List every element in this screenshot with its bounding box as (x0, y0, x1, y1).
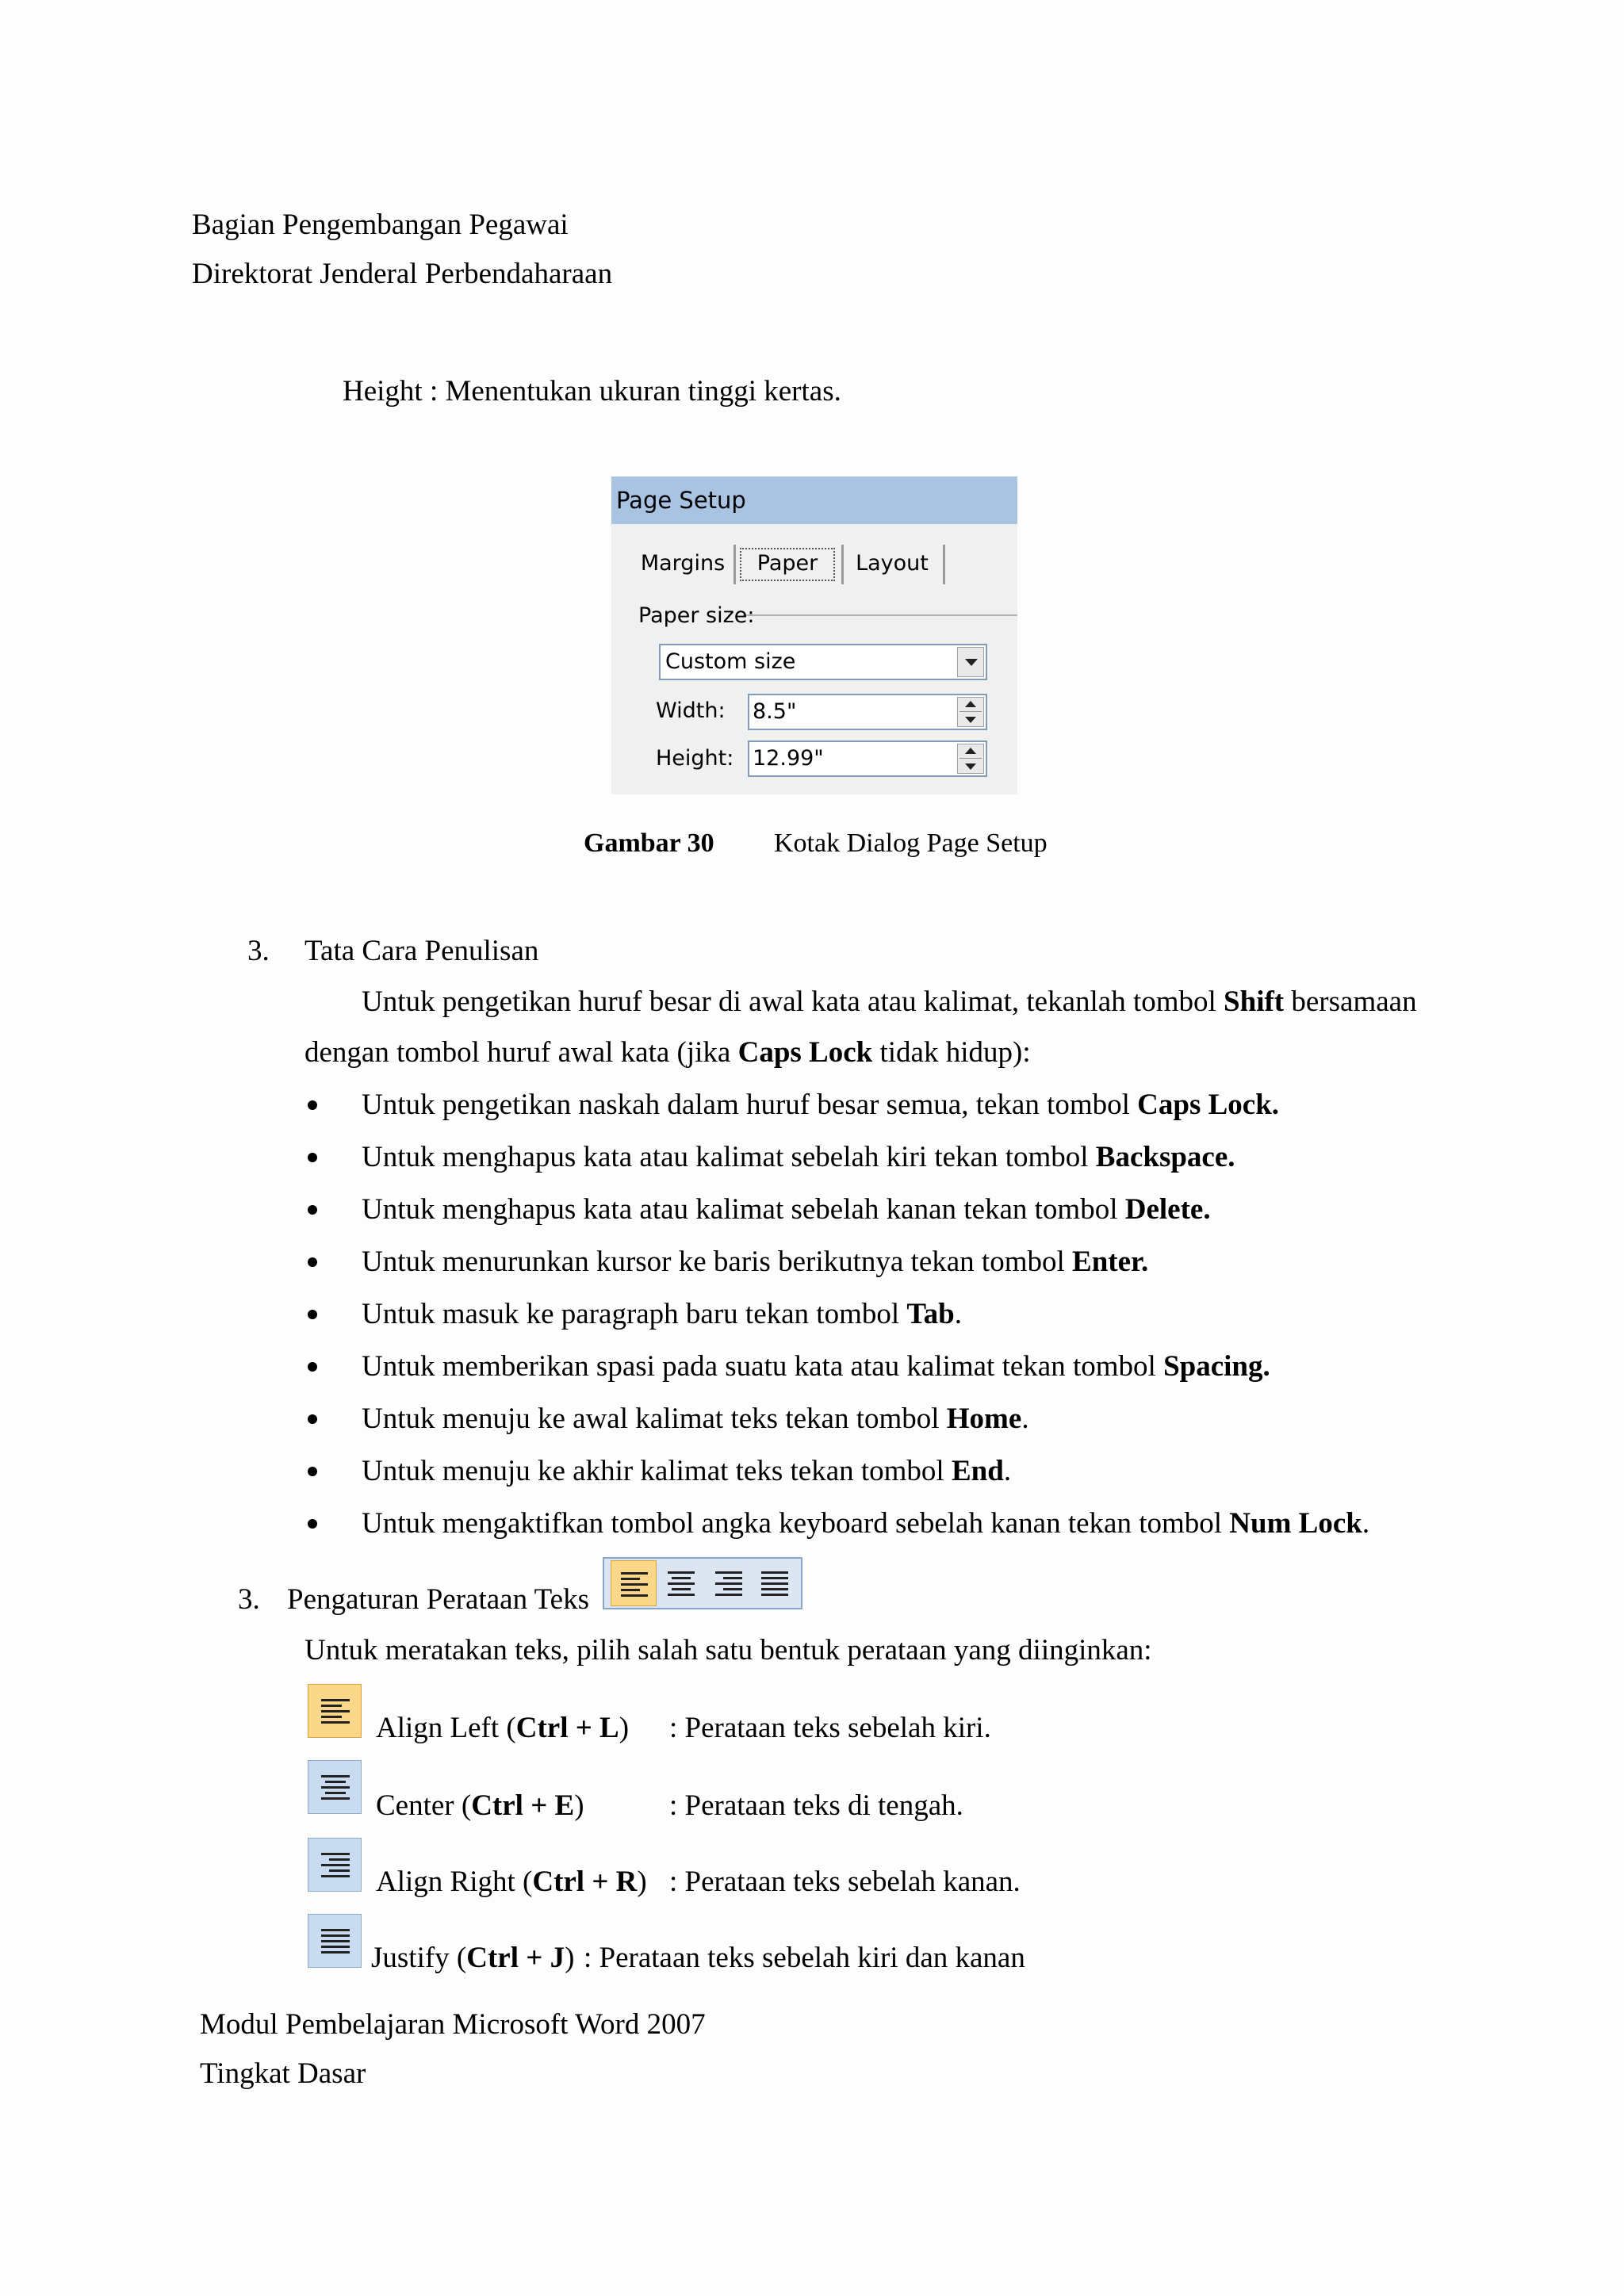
align-right-desc: : Perataan teks sebelah kanan. (669, 1866, 1021, 1898)
section-title: Pengaturan Perataan Teks (287, 1583, 589, 1616)
group-divider (743, 614, 1017, 616)
align-left-icon[interactable] (611, 1560, 657, 1606)
align-left-label: Align Left (Ctrl + L) (376, 1712, 630, 1744)
bullet-dot (308, 1362, 317, 1372)
justify-desc: : Perataan teks sebelah kiri dan kanan (584, 1942, 1025, 1974)
tab-separator (943, 545, 945, 584)
justify-label: Justify (Ctrl + J) (371, 1942, 575, 1974)
height-label: Height: (656, 746, 734, 771)
alignment-toolbar (603, 1557, 802, 1609)
align-right-label: Align Right (Ctrl + R) (376, 1866, 647, 1898)
bullet-dot (308, 1414, 317, 1424)
height-note: Height : Menentukan ukuran tinggi kertas. (343, 375, 841, 408)
align-left-icon[interactable] (308, 1684, 362, 1738)
tab-margins[interactable]: Margins (640, 551, 726, 576)
align-right-icon[interactable] (308, 1838, 362, 1892)
section-number: 3. (238, 1583, 260, 1616)
list-item: Untuk menghapus kata atau kalimat sebelah kiri tekan tombol Backspace. (362, 1141, 1235, 1173)
list-item: Untuk menghapus kata atau kalimat sebelah kanan tekan tombol Delete. (362, 1193, 1211, 1226)
width-field[interactable] (748, 694, 987, 730)
list-item: Untuk menuju ke awal kalimat teks tekan tombol Home. (362, 1402, 1029, 1435)
footer-line-2: Tingkat Dasar (200, 2057, 366, 2090)
paper-size-select[interactable] (659, 644, 987, 680)
chevron-down-icon[interactable] (957, 647, 984, 677)
caption-label: Gambar 30 (584, 828, 714, 858)
align-center-label: Center (Ctrl + E) (376, 1789, 584, 1822)
bullet-dot (308, 1153, 317, 1162)
list-item: Untuk memberikan spasi pada suatu kata atau kalimat tekan tombol Spacing. (362, 1350, 1270, 1383)
footer-line-1: Modul Pembelajaran Microsoft Word 2007 (200, 2008, 706, 2041)
bullet-dot (308, 1205, 317, 1215)
width-label: Width: (656, 698, 726, 723)
page-setup-dialog (611, 476, 1017, 794)
list-item: Untuk masuk ke paragraph baru tekan tombol Tab. (362, 1298, 963, 1330)
list-item: Untuk menurunkan kursor ke baris berikutnya tekan tombol Enter. (362, 1246, 1149, 1278)
bullet-dot (308, 1310, 317, 1319)
tab-separator (733, 545, 736, 584)
align-left-desc: : Perataan teks sebelah kiri. (669, 1712, 991, 1744)
justify-icon[interactable] (308, 1914, 362, 1968)
align-intro: Untuk meratakan teks, pilih salah satu bentuk perataan yang diinginkan: (304, 1634, 1152, 1667)
bullet-dot (308, 1519, 317, 1529)
header-line-1: Bagian Pengembangan Pegawai (192, 209, 569, 241)
align-right-icon[interactable] (706, 1560, 752, 1606)
section-title: Tata Cara Penulisan (304, 935, 539, 967)
dialog-title: Page Setup (611, 476, 1017, 524)
align-center-desc: : Perataan teks di tengah. (669, 1789, 963, 1822)
header-line-2: Direktorat Jenderal Perbendaharaan (192, 258, 613, 290)
align-center-icon[interactable] (308, 1760, 362, 1814)
section-number: 3. (247, 935, 270, 967)
typing-intro-line-1: Untuk pengetikan huruf besar di awal kata atau kalimat, tekanlah tombol Shift bersamaan (362, 985, 1417, 1018)
typing-intro-line-2: dengan tombol huruf awal kata (jika Caps Lock tidak hidup): (304, 1036, 1031, 1069)
list-item: Untuk mengaktifkan tombol angka keyboard sebelah kanan tekan tombol Num Lock. (362, 1507, 1370, 1540)
height-spinner[interactable] (957, 744, 984, 774)
paper-size-label: Paper size: (638, 603, 755, 628)
bullet-dot (308, 1100, 317, 1110)
list-item: Untuk menuju ke akhir kalimat teks tekan tombol End. (362, 1455, 1012, 1487)
height-field[interactable] (748, 740, 987, 777)
bullet-dot (308, 1257, 317, 1267)
tab-separator (841, 545, 844, 584)
paper-size-value: Custom size (665, 649, 796, 674)
height-value: 12.99" (753, 746, 824, 771)
tab-layout[interactable]: Layout (856, 551, 929, 576)
caption-text: Kotak Dialog Page Setup (774, 828, 1048, 858)
list-item: Untuk pengetikan naskah dalam huruf besar semua, tekan tombol Caps Lock. (362, 1089, 1280, 1121)
tab-paper[interactable]: Paper (740, 548, 835, 581)
width-value: 8.5" (753, 699, 797, 724)
width-spinner[interactable] (957, 697, 984, 727)
bullet-dot (308, 1467, 317, 1476)
justify-icon[interactable] (752, 1560, 798, 1606)
align-center-icon[interactable] (658, 1560, 704, 1606)
